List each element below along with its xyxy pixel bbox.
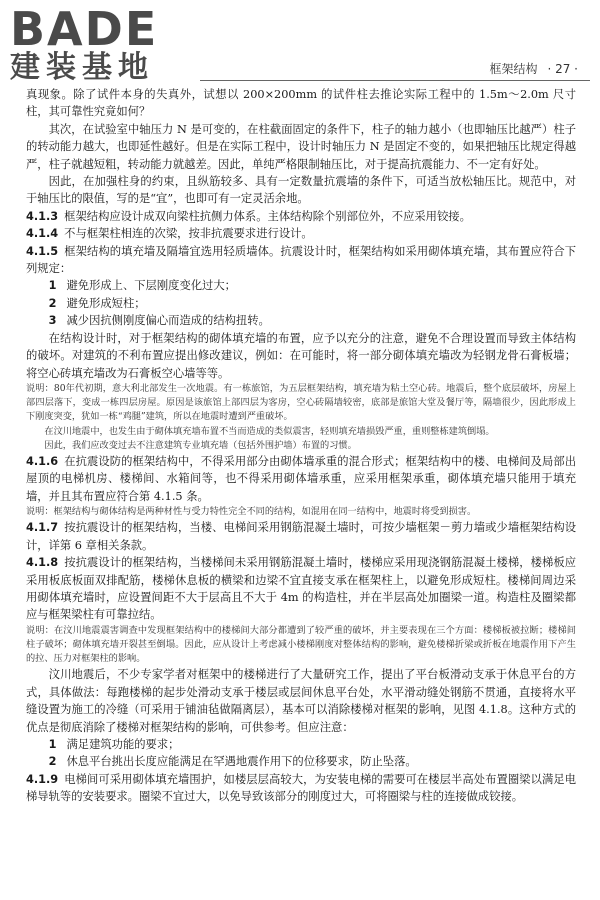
explanatory-note: 说明：在汶川地震震害调查中发现框架结构中的楼梯间大部分都遭到了较严重的破坏，并主要表现在三个方面：楼梯板被拉断；楼梯间柱子破坏；砌体填充墙开裂甚至倒塌。因此，应从设计上考虑减小楼梯刚度对整体结构的影响，避免楼梯折梁或折板在地震作用下产生的拉、压力对框架柱的影响。	[26, 624, 576, 665]
page-body	[26, 86, 576, 806]
clause-4-1-4	[26, 225, 576, 242]
clause-text: 框架结构的填充墙及隔墙宜选用轻质墙体。抗震设计时，框架结构如采用砌体填充墙，其布置应符合下列规定：	[26, 244, 576, 276]
page-header	[0, 0, 600, 92]
list-item-number: 3	[48, 314, 57, 328]
explanatory-note: 说明：框架结构与砌体结构是两种材性与受力特性完全不同的结构，如混用在同一结构中，地震时将受到损害。	[26, 506, 477, 518]
list-item	[26, 736, 576, 753]
paragraph: 因此，在加强柱身的约束，且纵筋较多、具有一定数量抗震墙的条件下，可适当放松轴压比。规范中，对于轴压比的限值，写的是“宜”，也即可有一定灵活余地。	[26, 175, 576, 206]
clause-number: 4.1.4	[26, 227, 59, 241]
clause-number: 4.1.5	[26, 244, 59, 258]
clause-number: 4.1.7	[26, 521, 59, 535]
clause-text: 按抗震设计的框架结构，当楼、电梯间采用钢筋混凝土墙时，可按少墙框架－剪力墙或少墙框架结构设计，详第 6 章相关条款。	[26, 521, 576, 552]
clause-4-1-5	[26, 243, 576, 278]
list-item-text: 避免形成短柱；	[66, 296, 146, 310]
clause-number: 4.1.8	[26, 556, 59, 570]
publisher-logo: BADE	[10, 2, 159, 56]
clause-number: 4.1.6	[26, 454, 59, 468]
list-item-number: 1	[48, 279, 57, 293]
list-item-text: 避免形成上、下层刚度变化过大；	[66, 279, 236, 293]
section-title: 框架结构	[489, 62, 538, 76]
clause-text: 不与框架柱相连的次梁，按非抗震要求进行设计。	[64, 227, 313, 241]
list-item	[26, 295, 576, 312]
clause-4-1-9	[26, 771, 576, 806]
list-item-text: 满足建筑功能的要求；	[66, 738, 180, 752]
list-item-number: 2	[48, 755, 57, 769]
paragraph-continued: 真现象。除了试件本身的失真外，试想以 200×200mm 的试件柱去推论实际工程中的 1.5m～2.0m 尺寸柱，其可靠性究竟如何？	[26, 88, 576, 119]
list-item	[26, 753, 576, 770]
running-header	[489, 60, 578, 77]
clause-4-1-7	[26, 519, 576, 554]
publisher-logo-chinese: 建装基地	[10, 50, 154, 85]
clause-4-1-3	[26, 208, 576, 225]
explanatory-note: 说明：80年代初期，意大利北部发生一次地震。有一栋旅馆，为五层框架结构，填充墙为粘土空心砖。地震后，整个底层破坏，房屋上部四层落下，变成一栋四层房屋。原因是该旅馆上部四层为客房，空心砖隔墙较密，底部是旅馆大堂及餐厅等，隔墙很少，因此形成上下刚度突变，犹如一栋“鸡腿”建筑，所以在地震时遭到严重破坏。	[26, 382, 576, 423]
paragraph: 在结构设计时，对于框架结构的砌体填充墙的布置，应予以充分的注意，避免不合理设置而导致主体结构的破坏。对建筑的不利布置应提出修改建议，例如：在可能时，将一部分砌体填充墙改为轻钢龙骨石膏板墙；将空心砖填充墙改为石膏板空心墙等等。	[26, 331, 576, 380]
list-item-text: 减少因抗侧刚度偏心而造成的结构扭转。	[66, 314, 270, 328]
clause-number: 4.1.9	[26, 772, 59, 786]
clause-text: 按抗震设计的框架结构，当楼梯间未采用钢筋混凝土墙时，楼梯应采用现浇钢筋混凝土楼梯，楼梯板应采用板底板面双排配筋，楼梯休息板的横梁和边梁不宜直接支承在框架柱上，以避免形成短柱。楼梯间周边采用砌体填充墙时，应设置间距不大于层高且不大于 4m 的构造柱，并在半层高处加圈梁一道。构造柱及圈梁都应与框架梁柱有可靠拉结。	[26, 556, 576, 622]
clause-text: 在抗震设防的框架结构中，不得采用部分由砌体墙承重的混合形式；框架结构中的楼、电梯间及局部出屋顶的电梯机房、楼梯间、水箱间等，也不得采用砌体墙承重，应采用框架承重，砌体填充墙只能用于填充墙，并且其布置应符合第 4.1.5 条。	[26, 454, 576, 503]
list-item-text: 休息平台挑出长度应能满足在罕遇地震作用下的位移要求，防止坠落。	[66, 755, 417, 769]
clause-number: 4.1.3	[26, 209, 59, 223]
header-divider	[200, 80, 590, 81]
clause-text: 框架结构应设计成双向梁柱抗侧力体系。主体结构除个别部位外，不应采用铰接。	[64, 209, 471, 223]
list-item-number: 2	[48, 296, 57, 310]
list-item	[26, 312, 576, 329]
list-item-number: 1	[48, 738, 57, 752]
explanatory-note: 因此，我们应改变过去不注意建筑专业填充墙（包括外围护墙）布置的习惯。	[44, 439, 357, 451]
list-item	[26, 277, 576, 294]
clause-text: 电梯间可采用砌体填充墙围护，如楼层层高较大，为安装电梯的需要可在楼层半高处布置圈梁以满足电梯导轨等的安装要求。圈梁不宜过大，以免导致该部分的刚度过大，可将圈梁与柱的连接做成铰接。	[26, 772, 576, 804]
clause-4-1-6	[26, 453, 576, 505]
page-number: · 27 ·	[547, 62, 578, 76]
explanatory-note: 在汶川地震中，也发生由于砌体填充墙布置不当而造成的类似震害，轻则填充墙损毁严重，重则整栋建筑倒塌。	[44, 425, 495, 437]
paragraph: 汶川地震后，不少专家学者对框架中的楼梯进行了大量研究工作，提出了平台板滑动支承于休息平台的方式，具体做法：每跑楼梯的起步处滑动支承于楼层或层间休息平台处，水平滑动缝处钢筋不贯通，直接将水平缝设置为施工的冷缝（可采用于铺油毡做隔离层），基本可以消除楼梯对框架的影响，见图 4.1.8。这种方式的优点是彻底消除了楼梯对框架结构的影响，可供参考。但应注意：	[26, 668, 576, 734]
clause-4-1-8	[26, 554, 576, 624]
paragraph: 其次，在试验室中轴压力 N 是可变的，在柱截面固定的条件下，柱子的轴力越小（也即轴压比越严）柱子的转动能力越大，也即延性越好。但是在实际工程中，设计时轴压力 N 是固定不变的，如果把轴压比规定得越严，柱子就越短粗，转动能力就越差。因此，单纯严格限制轴压比，对于提高抗震能力、不一定有好处。	[26, 122, 576, 171]
